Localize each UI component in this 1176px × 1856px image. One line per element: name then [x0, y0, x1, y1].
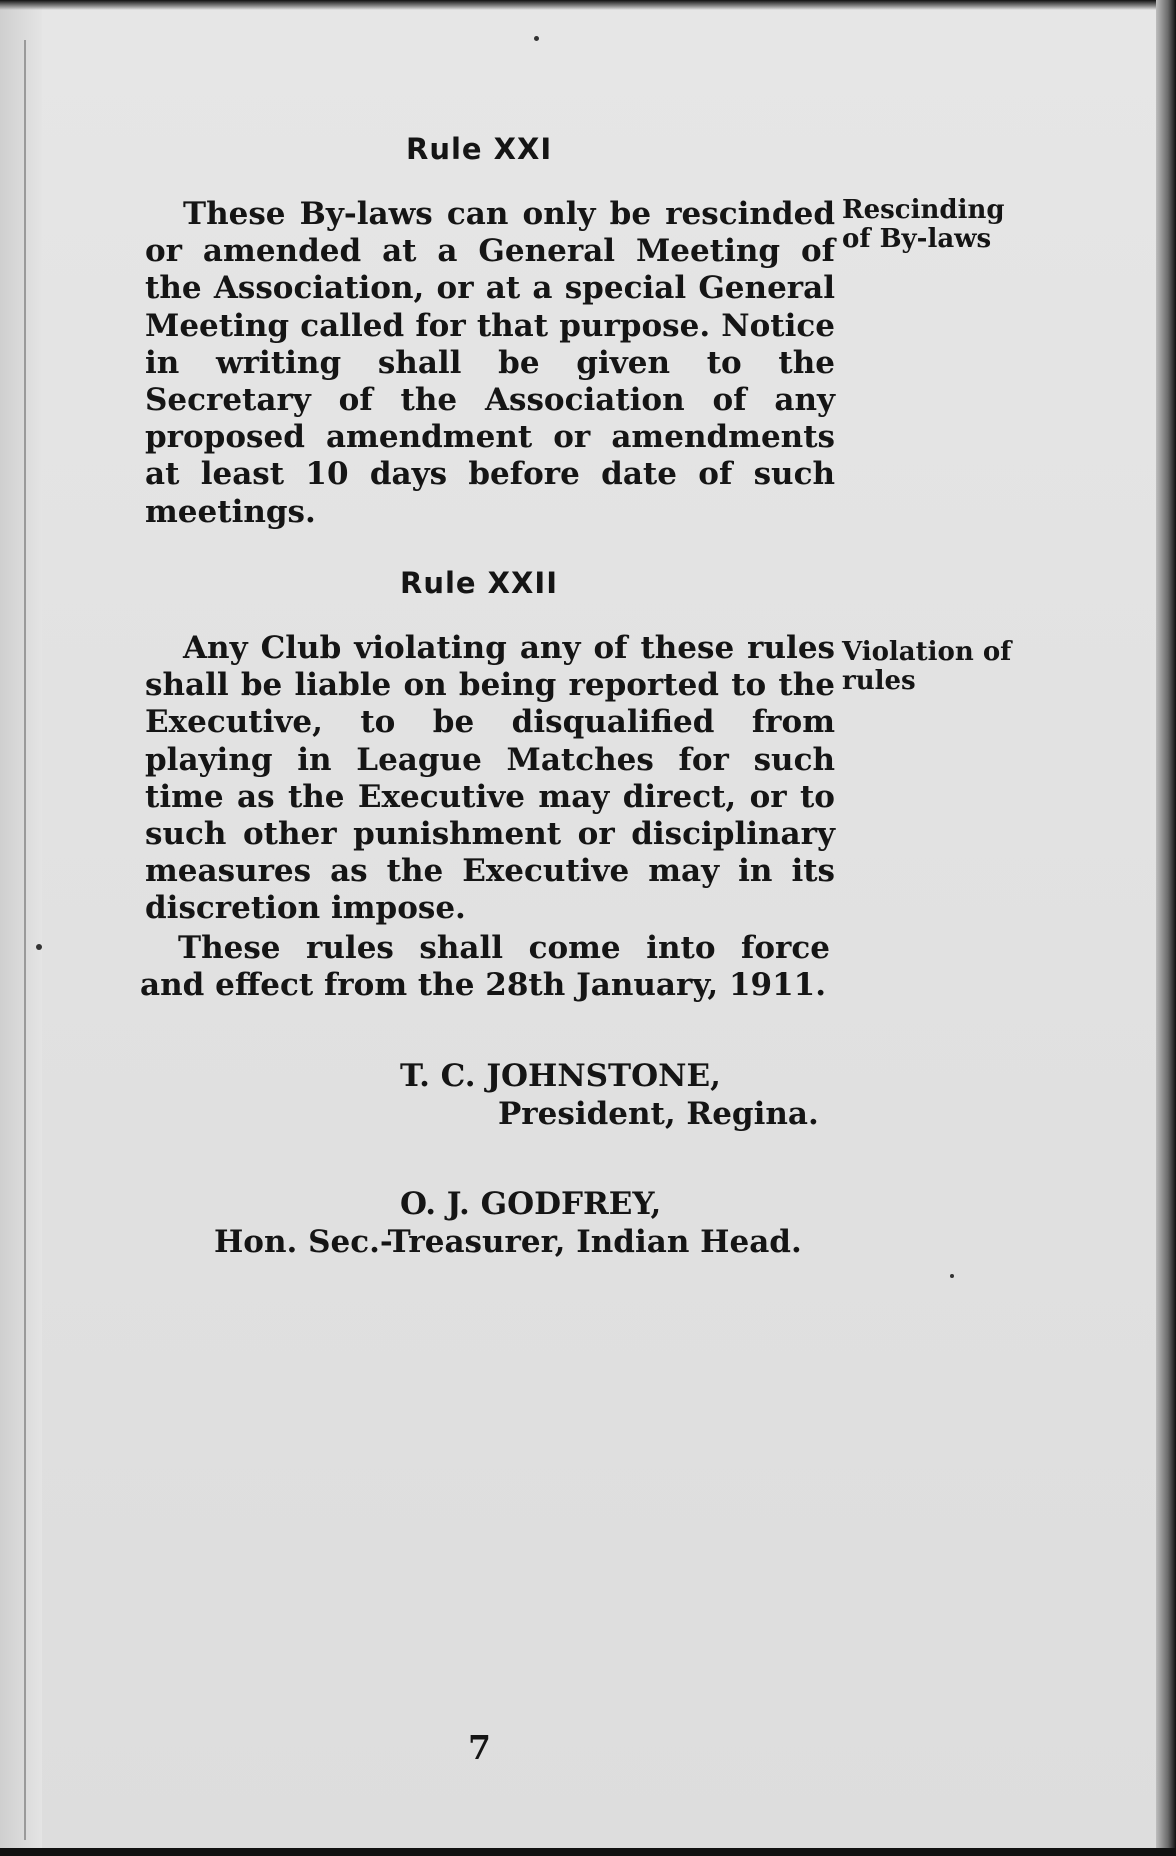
speck-mark [534, 36, 539, 41]
speck-mark [950, 1274, 954, 1278]
effective-statement: These rules shall come into force and effect from the 28th January, 1911. [140, 930, 830, 1004]
rule-xxii-heading: Rule XXII [400, 566, 558, 600]
rule-xxi-side-note: Rescinding of By-laws [842, 195, 1005, 254]
signature-2-title: Hon. Sec.-Treasurer, Indian Head. [214, 1224, 802, 1260]
page-top-edge [0, 0, 1176, 10]
rule-xxii-side-note: Violation of rules [842, 637, 1012, 696]
page-right-edge [1156, 0, 1176, 1856]
rule-xxii-text: Any Club violating any of these rules shall be liable on being reported to the Executive, to be disqualified from playing in League Matches for such time as the Executive may direct, or to such other punishment or disciplinary measures as the Executive may in its discretion impose. [145, 630, 835, 927]
rule-xxi-text: These By-laws can only be rescinded or amended at a General Meeting of the Association, or at a special General Meeting called for that purpose. Notice in writing shall be given to the Secretary of the Association of any proposed amendment or amendments at least 10 days before date of such meetings. [145, 196, 835, 530]
rule-xxi-heading: Rule XXI [406, 132, 553, 166]
binding-line [24, 40, 26, 1840]
signature-1-name: T. C. JOHNSTONE, [400, 1058, 721, 1094]
page-left-margin [0, 0, 42, 1856]
speck-mark [36, 944, 42, 950]
page-bottom-edge [0, 1848, 1176, 1856]
signature-1-title: President, Regina. [498, 1096, 819, 1132]
page-number: 7 [468, 1728, 491, 1767]
signature-2-name: O. J. GODFREY, [400, 1186, 662, 1222]
